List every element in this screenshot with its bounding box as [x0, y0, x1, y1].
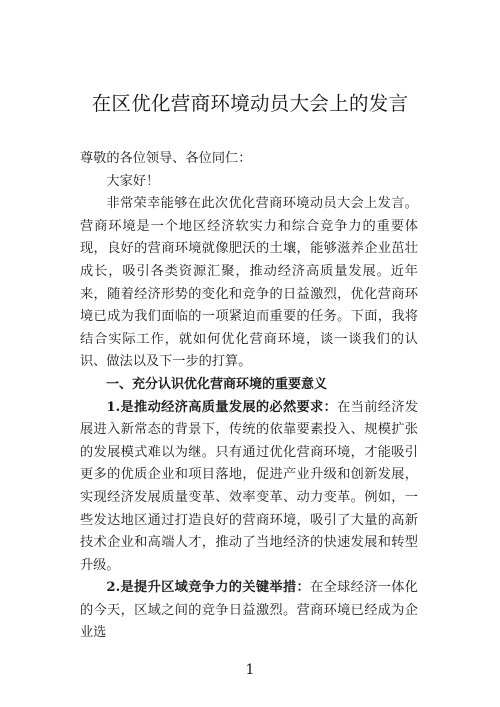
document-title: 在区优化营商环境动员大会上的发言 — [91, 92, 409, 115]
document-body — [80, 148, 418, 645]
point-1-lead: 1.是推动经济高质量发展的必然要求： — [106, 399, 338, 415]
point-2-paragraph — [80, 577, 418, 645]
section-heading-1: 一、充分认识优化营商环境的重要意义 — [106, 376, 328, 392]
intro-paragraph: 非常荣幸能够在此次优化营商环境动员大会上发言。营商环境是一个地区经济软实力和综合竞争力的重要体现，良好的营商环境就像肥沃的土壤，能够滋养企业茁壮成长，吸引各类资源汇聚，推动经济高质量发展。近年来，随着经济形势的变化和竞争的日益激烈，优化营商环境已成为我们面临的一项紧迫而重要的任务。下面，我将结合实际工作，就如何优化营商环境，谈一谈我们的认识、做法以及下一步的打算。 — [80, 196, 418, 370]
page-number: 1 — [245, 662, 255, 678]
greeting: 大家好！ — [106, 173, 160, 189]
point-1-text: 在当前经济发展进入新常态的背景下，传统的依靠要素投入、规模扩张的发展模式难以为继。只有通过优化营商环境，才能吸引更多的优质企业和项目落地，促进产业升级和创新发展，实现经济发展质量变革、效率变革、动力变革。例如，一些发达地区通过打造良好的营商环境，吸引了大量的高新技术企业和高端人才，推动了当地经济的快速发展和转型升级。 — [80, 399, 419, 573]
salutation: 尊敬的各位领导、各位同仁： — [80, 151, 252, 166]
point-1-paragraph — [80, 397, 418, 578]
point-2-text: 在全球经济一体化的今天，区域之间的竞争日益激烈。营商环境已经成为企业选 — [80, 580, 418, 641]
point-2-lead: 2.是提升区域竞争力的关键举措： — [106, 580, 311, 596]
